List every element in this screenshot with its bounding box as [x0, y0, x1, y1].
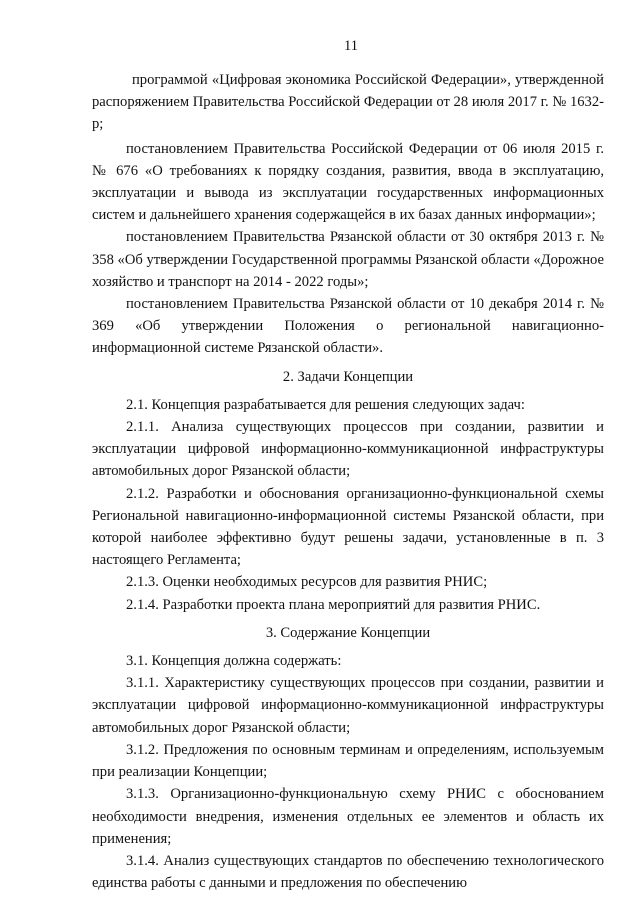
list-item: 2.1.1. Анализа существующих процессов при создании, развитии и эксплуатации цифровой информационно-коммуникационной инфраструктуры автомобильных дорог Рязанской области;	[92, 419, 604, 480]
list-item: 2.1.3. Оценки необходимых ресурсов для развития РНИС;	[126, 574, 488, 591]
section-contents	[92, 622, 604, 894]
list-item: 2.1.2. Разработки и обоснования организационно-функциональной схемы Региональной навигационно-информационной системы Рязанской области, при которой наиболее эффективно будут решены задачи, установленные в п. 3 настоящего Регламента;	[92, 485, 604, 569]
list-item: 3.1.4. Анализ существующих стандартов по обеспечению технологического единства работы с данными и предложения по обеспечению	[92, 852, 604, 892]
list-item: 3.1.3. Организационно-функциональную схему РНИС с обоснованием необходимости внедрения, изменения отдельных ее элементов и область их применения;	[92, 786, 604, 847]
section-tasks	[92, 366, 604, 616]
section-legal-basis	[92, 69, 604, 360]
paragraph-ryazan-decree-358: постановлением Правительства Рязанской области от 30 октября 2013 г. № 358 «Об утверждении Государственной программы Рязанской области «Дорожное хозяйство и транспорт на 2014 - 2022 годы»;	[92, 229, 605, 290]
section-heading-tasks: 2. Задачи Концепции	[282, 368, 414, 385]
paragraph-gov-decree-676: постановлением Правительства Российской Федерации от 06 июля 2015 г. № 676 «О требованиях к порядку создания, развития, ввода в эксплуатацию, эксплуатации и вывода из эксплуатации государственных информационных систем и дальнейшего хранения содержащейся в их базах данных информации»;	[92, 140, 604, 224]
list-item: 3.1. Концепция должна содержать:	[126, 653, 342, 670]
list-item: 2.1. Концепция разрабатывается для решения следующих задач:	[126, 396, 525, 413]
list-item: 3.1.2. Предложения по основным терминам и определениям, используемым при реализации Концепции;	[92, 741, 604, 781]
page-number: 11	[344, 38, 358, 54]
section-heading-contents: 3. Содержание Концепции	[265, 624, 431, 641]
list-item: 2.1.4. Разработки проекта плана мероприятий для развития РНИС.	[126, 596, 541, 613]
list-item: 3.1.1. Характеристику существующих процессов при создании, развитии и эксплуатации цифровой информационно-коммуникационной инфраструктуры автомобильных дорог Рязанской области;	[92, 675, 604, 736]
paragraph-ryazan-decree-369: постановлением Правительства Рязанской области от 10 декабря 2014 г. № 369 «Об утверждении Положения о региональной навигационно-информационной системе Рязанской области».	[92, 296, 604, 357]
paragraph-digital-economy: программой «Цифровая экономика Российской Федерации», утвержденной распоряжением Правительства Российской Федерации от 28 июля 2017 г. № 1632-р;	[92, 72, 604, 133]
